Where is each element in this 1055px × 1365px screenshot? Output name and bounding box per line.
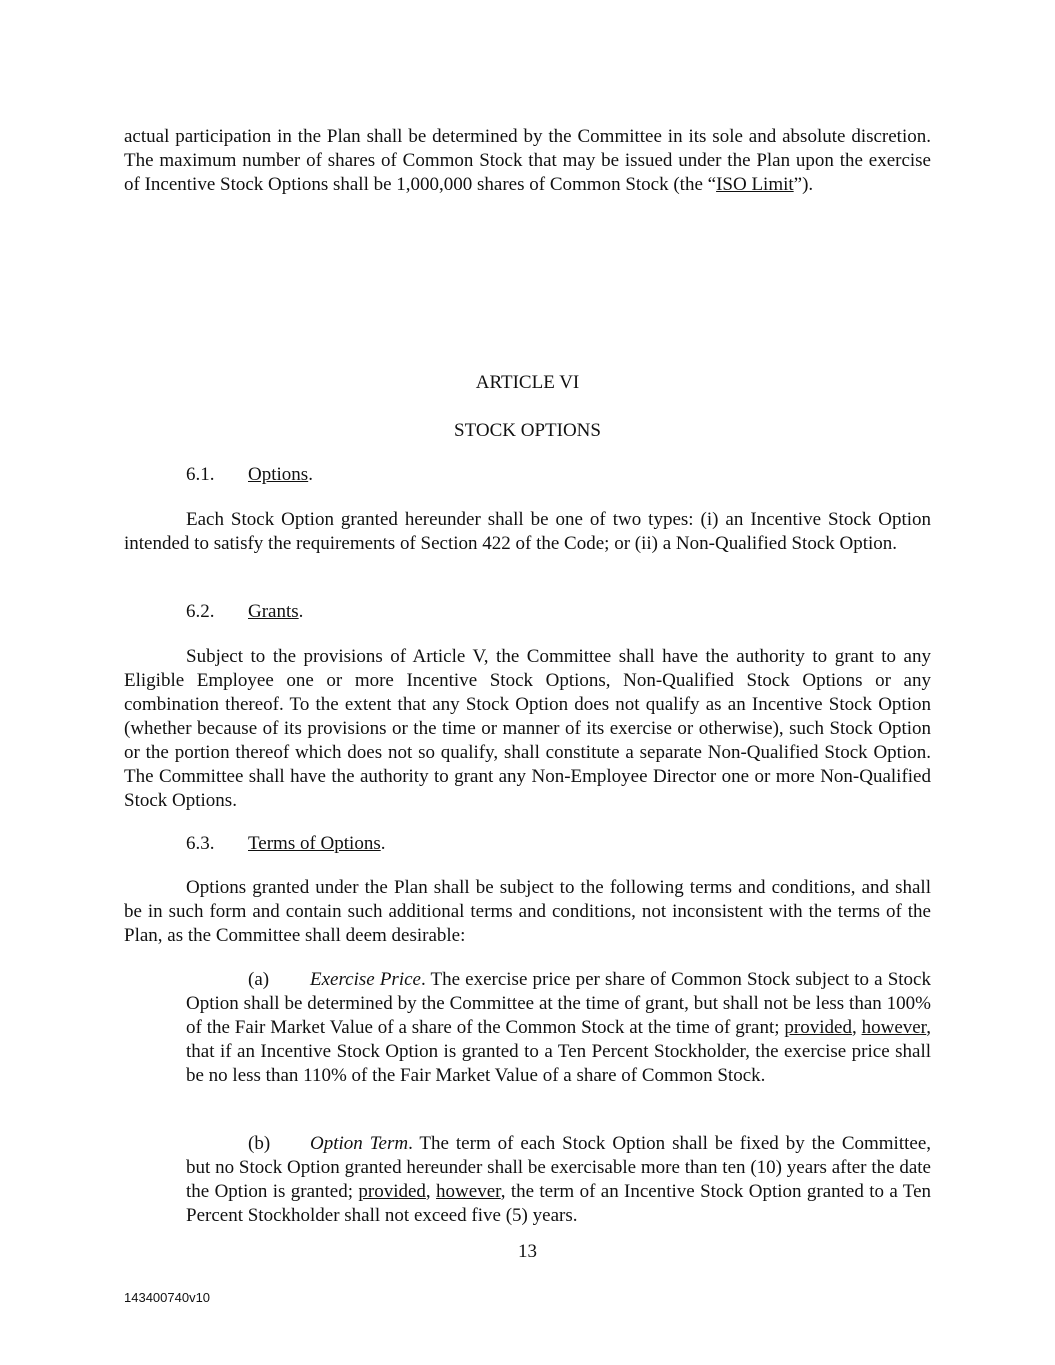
iso-limit-term: ISO Limit (716, 174, 794, 195)
section-title: Grants (248, 601, 299, 622)
page-number: 13 (518, 1241, 537, 1262)
item-label: (b) (248, 1133, 271, 1154)
section-6-1-heading: 6.1. Options. (186, 464, 313, 485)
section-6-3-heading: 6.3. Terms of Options. (186, 833, 386, 854)
intro-text-end: ”). (793, 174, 814, 195)
intro-text: actual participation in the Plan shall be determined by the Committee in its sole and absolute discretion. The maximum number of shares of Common Stock that may be issued under the Plan upon the exercise of Incentive Stock Options shall be 1,000,000 shares of Common Stock (the “ (124, 126, 931, 195)
item-label: (a) (248, 969, 270, 990)
section-6-1-body: Each Stock Option granted hereunder shall be one of two types: (i) an Incentive Stock Option intended to satisfy the requirements of Section 422 of the Code; or (ii) a Non-Qualified Stock Option. (124, 509, 931, 554)
section-6-3-body: Options granted under the Plan shall be subject to the following terms and conditions, and shall be in such form and contain such additional terms and conditions, not inconsistent with the terms of the Plan, as the Committee shall deem desirable: (124, 877, 931, 946)
intro-paragraph (124, 125, 931, 197)
item-title: Option Term (310, 1133, 409, 1154)
section-title: Terms of Options (248, 833, 381, 854)
item-a-exercise-price: (a) Exercise Price. The exercise price per share of Common Stock subject to a Stock Option shall be determined by the Committee at the time of grant, but shall not be less than 100% of the Fair Market Value of a share of the Common Stock at the time of grant; provided, however, that if an Incentive Stock Option is granted to a Ten Percent Stockholder, the exercise price shall be no less than 110% of the Fair Market Value of a share of Common Stock. (186, 969, 931, 1086)
section-number: 6.2. (186, 601, 215, 622)
section-6-2-body: Subject to the provisions of Article V, the Committee shall have the authority to grant to any Eligible Employee one or more Incentive Stock Options, Non-Qualified Stock Options or any combination thereof. To the extent that any Stock Option does not qualify as an Incentive Stock Option (whether because of its provisions or the time or manner of its exercise or otherwise), such Stock Option or the portion thereof which does not so qualify, shall constitute a separate Non-Qualified Stock Option. The Committee shall have the authority to grant any Non-Employee Director one or more Non-Qualified Stock Options. (124, 646, 931, 811)
article-title: STOCK OPTIONS (454, 420, 601, 441)
item-b-option-term: (b) Option Term. The term of each Stock Option shall be fixed by the Committee, but no Stock Option granted hereunder shall be exercisable more than ten (10) years after the date the Option is granted; provided, however, the term of an Incentive Stock Option granted to a Ten Percent Stockholder shall not exceed five (5) years. (186, 1133, 932, 1226)
article-number: ARTICLE VI (475, 372, 580, 393)
section-title: Options (248, 464, 309, 485)
item-title: Exercise Price (310, 969, 421, 990)
section-number: 6.1. (186, 464, 215, 485)
document-id: 143400740v10 (124, 1290, 211, 1305)
section-number: 6.3. (186, 833, 215, 854)
section-6-2-heading: 6.2. Grants. (186, 601, 304, 622)
